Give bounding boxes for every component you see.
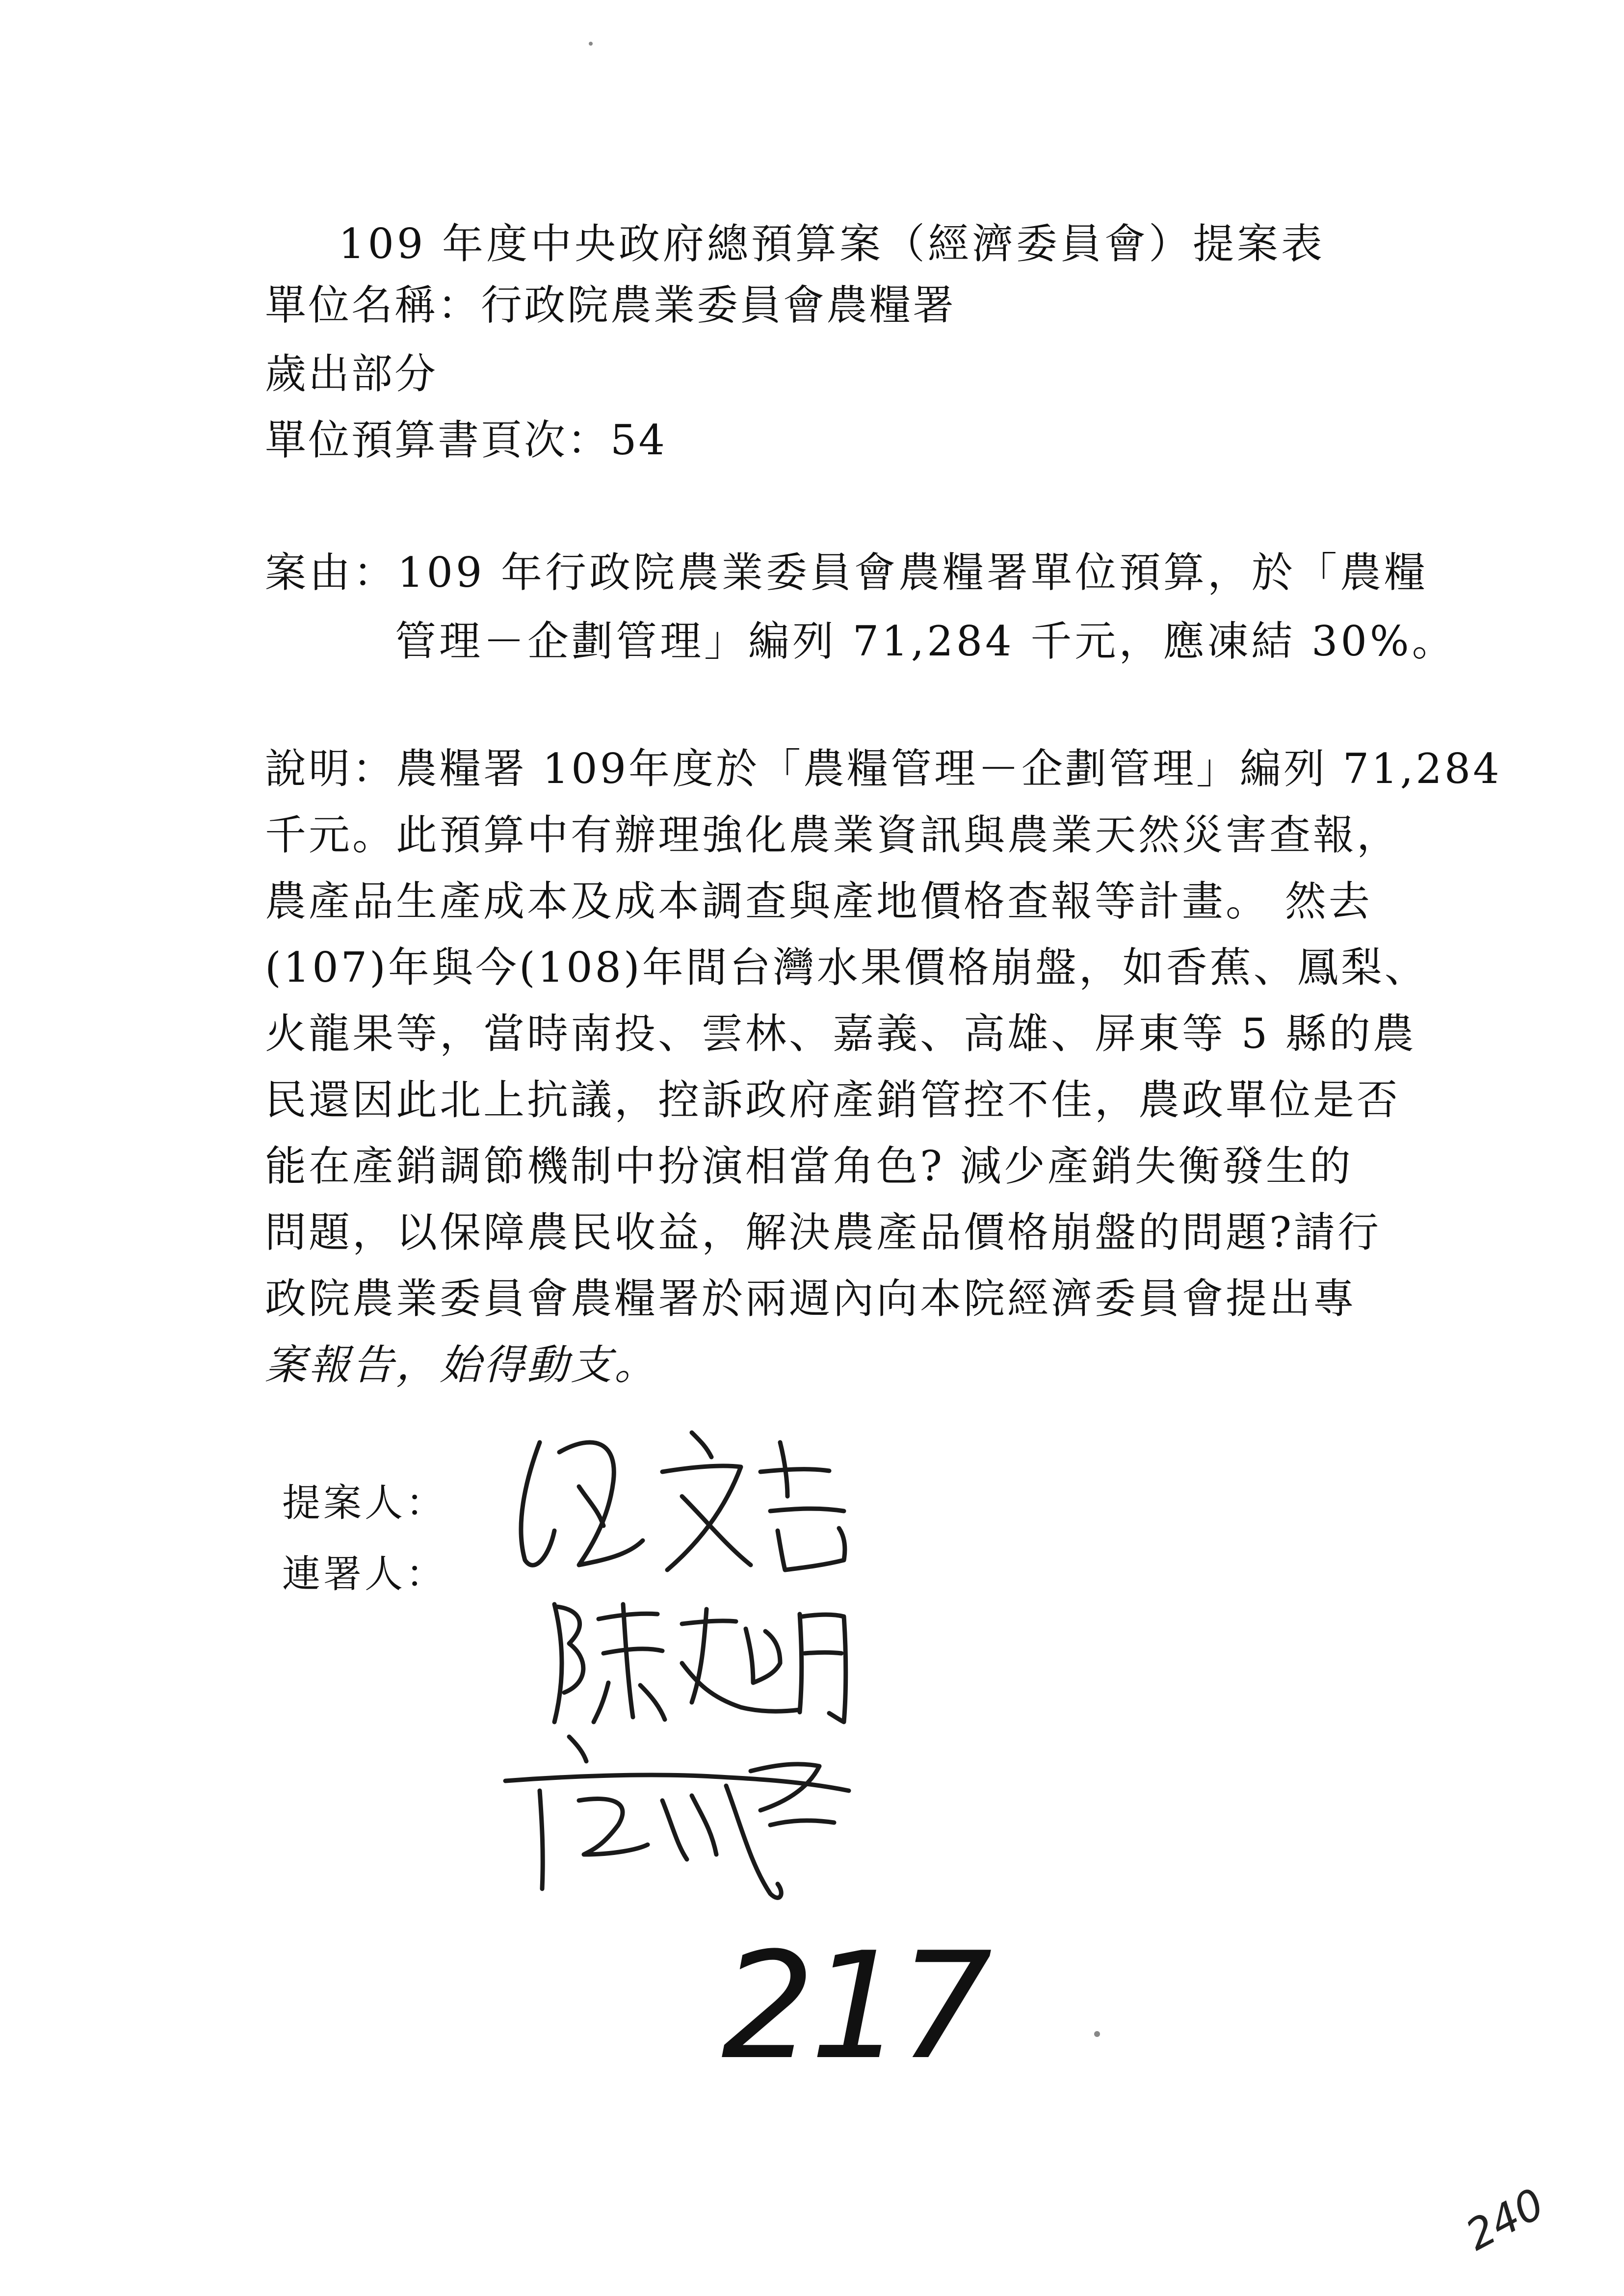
corner-handwritten-mark: 240 <box>1458 2179 1552 2261</box>
description-line: 說明：農糧署 109年度於「農糧管理－企劃管理」編列 71,284 <box>265 745 1502 793</box>
document-title: 109 年度中央政府總預算案（經濟委員會）提案表 <box>339 220 1326 268</box>
budget-section: 歲出部分 <box>265 350 438 398</box>
handwritten-page-number: 217 <box>721 1921 988 2092</box>
description-line: 火龍果等，當時南投、雲林、嘉義、高雄、屏東等 5 縣的農 <box>265 1010 1416 1058</box>
cosigner-signature <box>535 1585 888 1732</box>
description-line: 能在產銷調節機制中扮演相當角色? 減少產銷失衡發生的 <box>265 1142 1353 1190</box>
description-line: (107)年與今(108)年間台灣水果價格崩盤，如香蕉、鳳梨、 <box>265 943 1428 991</box>
cosigner-signature <box>496 1727 868 1913</box>
proposer-signature <box>505 1413 868 1585</box>
scan-speck <box>1094 2031 1100 2037</box>
description-line: 問題，以保障農民收益，解決農產品價格崩盤的問題?請行 <box>265 1208 1382 1256</box>
proposer-label: 提案人： <box>282 1481 447 1525</box>
budget-book-page: 單位預算書頁次：54 <box>265 416 667 464</box>
description-line: 民還因此北上抗議，控訴政府產銷管控不佳，農政單位是否 <box>265 1076 1401 1124</box>
unit-name: 單位名稱：行政院農業委員會農糧署 <box>265 281 956 329</box>
case-reason-line-1: 案由：109 年行政院農業委員會農糧署單位預算，於「農糧 <box>265 548 1429 597</box>
description-line: 政院農業委員會農糧署於兩週內向本院經濟委員會提出專 <box>265 1275 1357 1323</box>
description-line-handwritten: 案報告，始得動支。 <box>265 1341 658 1389</box>
case-reason-line-2: 管理－企劃管理」編列 71,284 千元，應凍結 30%。 <box>395 617 1456 665</box>
description-line: 千元。此預算中有辦理強化農業資訊與農業天然災害查報， <box>265 811 1401 859</box>
scan-speck <box>589 42 593 46</box>
description-line: 農產品生產成本及成本調查與產地價格查報等計畫。 然去 <box>265 877 1372 925</box>
cosigner-label: 連署人： <box>282 1552 447 1596</box>
